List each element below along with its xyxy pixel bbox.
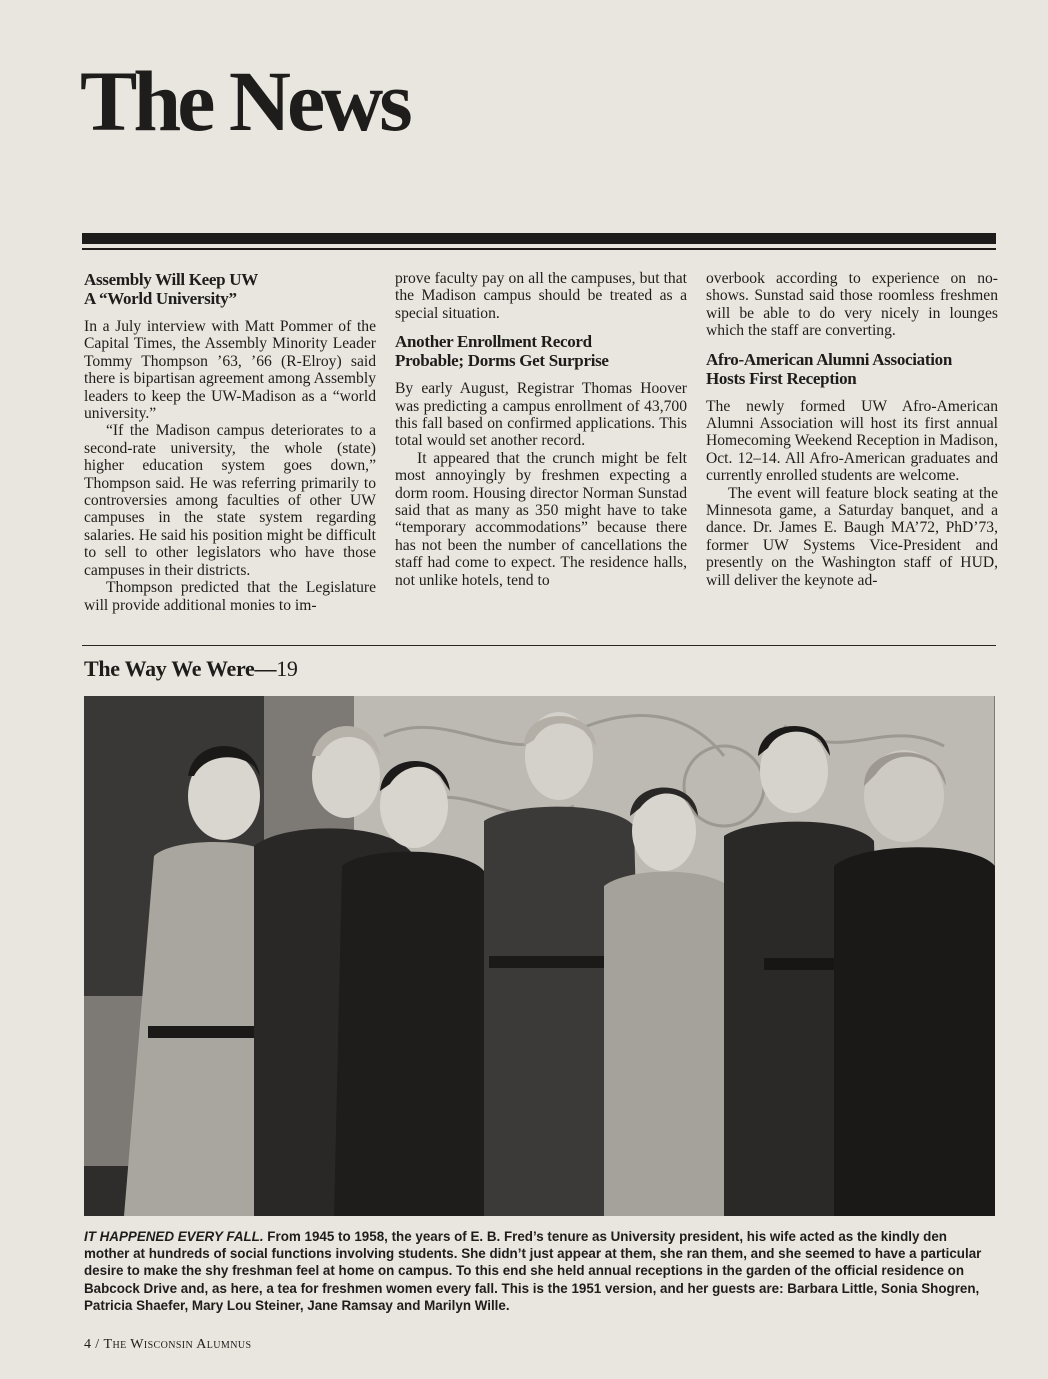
paragraph: “If the Madison campus deteriorates to a second-rate university, the whole (state) higher education system goes down,” Thompson said. He was referring primarily to controversies among faculties of other UW campuses in the state system regarding salaries. He said his position might be difficult to sell to other legislators who have those campuses in their districts. — [84, 422, 376, 579]
section-title-the-way-we-were — [84, 656, 298, 682]
paragraph: The event will feature block seating at the Minnesota game, a Saturday banquet, and a dance. Dr. James E. Baugh MA’72, PhD’73, former UW Systems Vice-President and presently on the Washington staff of HUD, will deliver the keynote ad- — [706, 484, 998, 589]
caption-lead: IT HAPPENED EVERY FALL. — [84, 1229, 264, 1244]
heading-line: Another Enrollment Record — [395, 332, 592, 352]
article-heading-world-university — [84, 270, 376, 308]
heading-line: Hosts First Reception — [706, 368, 857, 388]
paragraph-continued: overbook according to experience on no-shows. Sunstad said those roomless freshmen will be able to do very nicely in lounges which the staff are converting. — [706, 270, 998, 340]
photo-caption — [84, 1228, 989, 1314]
paragraph: The newly formed UW Afro-American Alumni Association will host its first annual Homecoming Weekend Reception in Madison, Oct. 12–14. All Afro-American graduates and currently enrolled students are welcome. — [706, 397, 998, 485]
paragraph: Thompson predicted that the Legislature will provide additional monies to im- — [84, 579, 376, 614]
heading-line: Afro-American Alumni Association — [706, 349, 953, 369]
publication-name: The Wisconsin Alumnus — [103, 1337, 252, 1352]
masthead-rule-thin — [82, 248, 996, 250]
page-footer — [84, 1337, 251, 1353]
section-number: 19 — [276, 656, 298, 681]
section-divider — [82, 645, 996, 646]
masthead-rule-thick — [82, 233, 996, 244]
page-number: 4 / — [84, 1337, 104, 1352]
paragraph: It appeared that the crunch might be felt most annoyingly by freshmen expecting a dorm room. Housing director Norman Sunstad said that as many as 350 might have to take “temporary accommodations” because there has not been the number of cancellations the staff had come to expect. The residence halls, not unlike hotels, tend to — [395, 449, 687, 589]
column-3 — [706, 270, 998, 589]
column-2 — [395, 270, 687, 589]
column-1 — [84, 270, 376, 614]
paragraph: By early August, Registrar Thomas Hoover was predicting a campus enrollment of 43,700 this fall based on confirmed applications. This total would set another record. — [395, 380, 687, 450]
heading-line: Assembly Will Keep UW — [84, 270, 258, 289]
caption-text: From 1945 to 1958, the years of E. B. Fred’s tenure as University president, his wife acted as the kindly den mother at hundreds of social functions involving students. She didn’t just appear at them, she ran them, and she seemed to have a particular desire to make the shy freshman feel at home on campus. To this end she held annual receptions in the garden of the official residence on Babcock Drive and, as here, a tea for freshmen women every fall. This is the 1951 version, and her guests are: Barbara Little, Sonia Shogren, Patricia Shaefer, Mary Lou Steiner, Jane Ramsay and Marilyn Wille. — [84, 1229, 982, 1313]
paragraph: In a July interview with Matt Pommer of the Capital Times, the Assembly Minority Leader Tommy Thompson ’63, ’66 (R-Elroy) said there is bipartisan agreement among Assembly leaders to keep the UW-Madison as a “world university.” — [84, 318, 376, 423]
article-heading-afro-american-alumni — [706, 350, 998, 388]
section-title-text: The Way We Were— — [84, 656, 277, 681]
article-heading-enrollment — [395, 332, 687, 370]
paragraph-continued: prove faculty pay on all the campuses, but that the Madison campus should be treated as a special situation. — [395, 270, 687, 322]
photo-illustration — [84, 696, 995, 1216]
historic-photo — [84, 696, 995, 1216]
heading-line: Probable; Dorms Get Surprise — [395, 351, 609, 371]
heading-line: A “World University” — [84, 289, 237, 308]
masthead-title: The News — [80, 53, 409, 149]
